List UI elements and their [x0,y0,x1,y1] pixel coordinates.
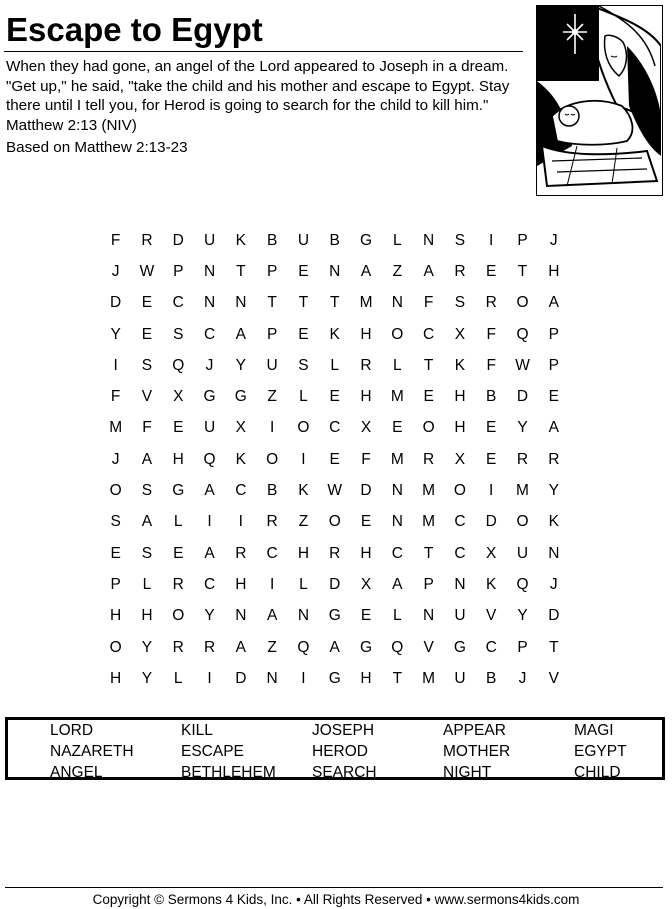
grid-letter: I [301,450,306,468]
grid-letter: I [269,575,275,593]
grid-letter: N [391,294,403,312]
grid-letter: C [266,544,278,562]
grid-letter: K [235,231,246,249]
grid-letter: E [298,262,309,280]
grid-letter: Q [516,575,529,593]
grid-letter: P [517,638,528,656]
grid-letter: M [516,482,529,500]
grid-row [100,256,570,287]
grid-letter: Y [141,638,153,656]
grid-letter: Y [235,356,246,374]
grid-letter: O [328,513,341,531]
grid-letter: T [392,669,403,687]
grid-row [100,569,570,600]
grid-letter: A [204,482,215,500]
grid-letter: J [111,450,120,468]
grid-letter: G [359,638,373,656]
grid-row [100,319,570,350]
grid-letter: R [266,513,278,531]
grid-letter: H [141,607,153,625]
grid-letter: N [329,262,341,280]
word-list-column [312,720,377,783]
grid-letter: K [486,575,497,593]
word-list-item: KILL [181,722,213,739]
grid-letter: P [173,262,184,280]
grid-letter: I [301,669,306,687]
grid-letter: D [172,231,184,249]
grid-letter: B [486,388,497,406]
grid-letter: V [141,388,153,406]
grid-letter: C [391,544,403,562]
grid-letter: H [360,388,372,406]
grid-letter: R [172,638,184,656]
grid-letter: I [489,231,494,249]
grid-letter: X [173,388,184,406]
grid-letter: M [390,450,404,468]
grid-letter: O [516,513,529,531]
grid-letter: M [422,669,436,687]
grid-letter: R [454,262,466,280]
grid-letter: P [266,262,278,280]
grid-letter: L [142,575,152,593]
grid-letter: N [297,607,310,625]
grid-letter: L [299,388,308,406]
grid-letter: A [423,262,434,280]
grid-letter: U [203,419,216,437]
grid-letter: E [360,607,372,625]
grid-letter: E [110,544,121,562]
grid-letter: N [423,607,435,625]
grid-row [100,538,570,569]
nativity-illustration [536,5,663,196]
grid-letter: D [110,294,122,312]
grid-letter: E [360,513,372,531]
grid-letter: A [235,325,246,343]
grid-letter: Y [110,325,121,343]
grid-letter: Q [391,638,404,656]
grid-letter: M [422,482,436,500]
grid-letter: L [173,669,183,687]
grid-letter: X [360,419,372,437]
grid-letter: H [548,262,560,280]
grid-letter: K [454,356,466,374]
grid-letter: R [360,356,372,374]
word-list-item: MAGI [574,722,614,739]
grid-letter: U [266,356,278,374]
word-list-item: ANGEL [50,764,103,781]
grid-letter: E [141,325,153,343]
word-list-column [443,720,510,783]
grid-letter: C [235,482,247,500]
word-list-column [181,720,276,783]
grid-letter: M [390,388,404,406]
grid-letter: X [454,450,466,468]
grid-letter: J [205,356,214,374]
grid-letter: N [391,513,403,531]
footer-copyright: Copyright © Sermons 4 Kids, Inc. • All Rights Reserved • www.sermons4kids.com [92,892,580,907]
grid-letter: T [423,544,434,562]
grid-letter: S [141,356,153,374]
grid-letter: C [423,325,435,343]
grid-letter: E [548,388,559,406]
word-list-item: MOTHER [443,743,511,760]
grid-letter: O [109,638,122,656]
grid-letter: N [266,669,278,687]
grid-letter: G [328,669,341,687]
grid-row [100,225,570,256]
scripture-verse: When they had gone, an angel of the Lord appeared to Joseph in a dream. "Get up," he said, "take the child and his mother and escape to Egypt. Stay there until I tell you, for Herod is going to search for the child to kill him." Matthew 2:13 (NIV) [6,58,510,134]
grid-letter: B [329,231,340,249]
grid-letter: A [141,450,153,468]
grid-letter: J [111,262,120,280]
grid-letter: A [204,544,215,562]
grid-letter: G [328,607,341,625]
grid-letter: H [297,544,310,562]
grid-letter: C [454,544,466,562]
grid-letter: D [485,513,497,531]
grid-letter: P [517,231,528,249]
grid-letter: R [203,638,216,656]
grid-letter: O [297,419,310,437]
grid-letter: S [454,231,466,249]
grid-letter: N [548,544,560,562]
grid-letter: F [423,294,434,312]
grid-letter: U [454,669,466,687]
grid-letter: G [203,388,216,406]
grid-row [100,444,570,475]
grid-letter: O [391,325,404,343]
grid-letter: H [172,450,184,468]
grid-letter: R [548,450,560,468]
grid-letter: H [235,575,247,593]
grid-letter: N [203,294,216,312]
word-list-item: NAZARETH [50,743,134,760]
grid-letter: K [235,450,246,468]
grid-row [100,507,570,538]
grid-letter: P [548,356,559,374]
word-list-column [50,720,134,783]
grid-letter: C [454,513,466,531]
based-on-reference: Based on Matthew 2:13-23 [6,139,188,156]
grid-letter: H [110,669,122,687]
grid-letter: Q [297,638,310,656]
grid-letter: R [329,544,341,562]
grid-letter: G [359,231,373,249]
grid-letter: R [485,294,497,312]
grid-letter: L [299,575,308,593]
word-list-item: LORD [50,722,94,739]
grid-letter: E [486,419,497,437]
grid-letter: F [486,356,496,374]
grid-letter: F [110,388,121,406]
grid-letter: T [517,262,528,280]
grid-letter: T [298,294,309,312]
grid-letter: Q [516,325,529,343]
grid-letter: E [141,294,153,312]
grid-row [100,663,570,694]
grid-letter: R [235,544,247,562]
grid-letter: A [360,262,372,280]
grid-letter: Q [203,450,216,468]
word-list-box [5,717,665,780]
grid-letter: A [329,638,340,656]
word-list-item: APPEAR [443,722,506,739]
grid-letter: R [172,575,184,593]
grid-row [100,350,570,381]
title-underline [4,51,523,52]
grid-letter: U [297,231,310,249]
grid-letter: Y [548,482,559,500]
grid-letter: D [516,388,529,406]
grid-letter: O [422,419,435,437]
grid-letter: D [235,669,247,687]
grid-letter: U [454,607,466,625]
grid-letter: A [548,419,559,437]
grid-letter: J [549,231,558,249]
grid-letter: X [235,419,246,437]
grid-letter: S [110,513,121,531]
grid-letter: E [329,388,340,406]
grid-letter: E [423,388,434,406]
grid-letter: M [422,513,436,531]
grid-letter: T [423,356,434,374]
grid-letter: E [298,325,309,343]
page-title: Escape to Egypt [6,11,263,48]
grid-letter: P [110,575,121,593]
grid-letter: Y [517,607,528,625]
grid-letter: T [549,638,559,656]
grid-letter: P [266,325,278,343]
grid-letter: E [486,262,497,280]
grid-letter: D [329,575,341,593]
grid-letter: K [548,513,559,531]
grid-letter: D [548,607,560,625]
grid-letter: R [516,450,529,468]
grid-letter: F [110,231,121,249]
grid-letter: A [392,575,403,593]
grid-letter: O [266,450,279,468]
grid-letter: N [235,607,247,625]
word-list-item: SEARCH [312,764,377,781]
grid-letter: I [269,419,275,437]
grid-letter: S [298,356,309,374]
grid-letter: M [359,294,373,312]
grid-letter: A [235,638,246,656]
grid-letter: Q [172,356,185,374]
grid-letter: O [453,482,466,500]
grid-letter: G [234,388,247,406]
grid-letter: F [486,325,496,343]
grid-letter: J [518,669,527,687]
grid-letter: T [236,262,246,280]
grid-letter: P [548,325,559,343]
grid-letter: A [266,607,278,625]
grid-letter: J [549,575,558,593]
grid-letter: C [203,325,216,343]
grid-letter: A [141,513,153,531]
grid-letter: H [110,607,122,625]
grid-letter: X [486,544,497,562]
grid-row [100,413,570,444]
grid-letter: T [267,294,277,312]
grid-letter: B [266,482,278,500]
grid-letter: L [173,513,183,531]
word-list-item: NIGHT [443,764,492,781]
word-list-item: BETHLEHEM [181,764,276,781]
grid-letter: F [142,419,152,437]
grid-letter: M [109,419,123,437]
grid-letter: N [454,575,466,593]
grid-letter: B [486,669,497,687]
grid-letter: C [485,638,497,656]
grid-letter: L [393,356,402,374]
grid-letter: C [172,294,184,312]
grid-letter: I [207,669,212,687]
grid-letter: S [141,544,153,562]
grid-letter: Y [141,669,153,687]
nativity-illustration-icon [537,6,661,194]
grid-letter: R [423,450,435,468]
grid-letter: D [360,482,372,500]
grid-letter: Y [517,419,528,437]
grid-letter: T [329,294,340,312]
grid-letter: L [330,356,340,374]
grid-letter: S [141,482,153,500]
grid-letter: V [423,638,434,656]
word-list-item: ESCAPE [181,743,244,760]
grid-letter: X [360,575,372,593]
grid-letter: E [173,544,184,562]
word-list-item: EGYPT [574,743,627,760]
grid-letter: W [515,356,530,374]
grid-row [100,288,570,319]
grid-row [100,601,570,632]
grid-letter: C [329,419,341,437]
grid-letter: E [329,450,340,468]
grid-letter: Z [267,638,277,656]
grid-letter: L [393,231,402,249]
grid-letter: O [109,482,122,500]
grid-letter: R [141,231,153,249]
grid-letter: N [423,231,435,249]
grid-letter: E [173,419,184,437]
grid-letter: B [266,231,278,249]
grid-letter: O [516,294,529,312]
grid-letter: W [139,262,155,280]
grid-letter: A [548,294,559,312]
footer-divider [5,887,663,888]
grid-letter: H [360,669,372,687]
grid-letter: U [516,544,529,562]
grid-letter: I [238,513,243,531]
grid-letter: Y [204,607,215,625]
grid-letter: P [423,575,434,593]
grid-letter: W [327,482,343,500]
grid-letter: S [454,294,466,312]
grid-letter: K [298,482,309,500]
grid-letter: N [391,482,403,500]
grid-letter: I [113,356,118,374]
grid-letter: H [454,419,466,437]
grid-letter: H [360,544,372,562]
grid-row [100,632,570,663]
grid-letter: G [453,638,466,656]
grid-letter: V [486,607,497,625]
word-list-item: CHILD [574,764,621,781]
grid-letter: C [203,575,216,593]
grid-letter: Z [392,262,403,280]
grid-letter: E [486,450,497,468]
grid-letter: I [489,482,494,500]
grid-letter: X [454,325,466,343]
word-search-grid [100,225,570,694]
grid-letter: K [329,325,340,343]
grid-letter: H [454,388,466,406]
grid-letter: I [207,513,212,531]
grid-letter: E [392,419,403,437]
grid-letter: N [203,262,216,280]
grid-letter: H [360,325,372,343]
word-list-item: HEROD [312,743,368,760]
grid-letter: G [172,482,185,500]
grid-letter: L [393,607,402,625]
grid-letter: O [172,607,185,625]
grid-letter: Z [267,388,277,406]
grid-letter: U [203,231,216,249]
grid-row [100,381,570,412]
grid-letter: F [361,450,371,468]
grid-letter: S [173,325,184,343]
word-list-column [574,720,627,783]
grid-letter: V [548,669,559,687]
word-list-item: JOSEPH [312,722,375,739]
grid-letter: Z [298,513,309,531]
grid-letter: N [235,294,247,312]
grid-row [100,475,570,506]
